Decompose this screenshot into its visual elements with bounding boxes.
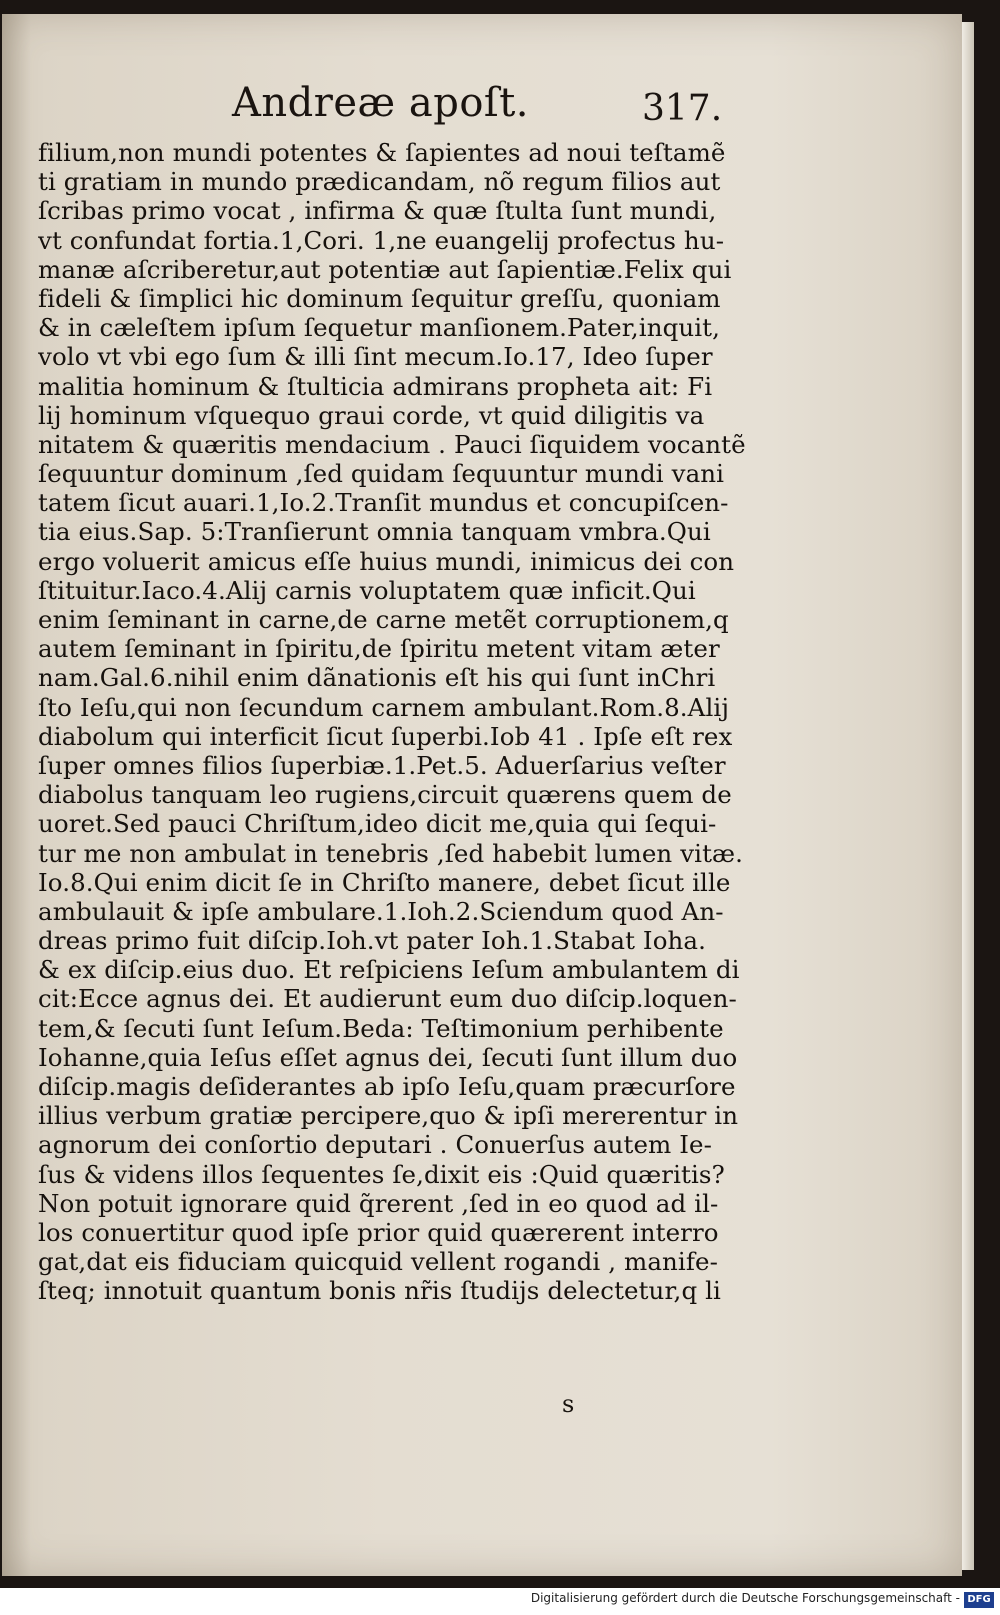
text-line: tem,& ſecuti ſunt Ieſum.Beda: Teſtimonium perhibente [38,1013,724,1043]
page-number: 317. [642,88,723,129]
text-line: nam.Gal.6.nihil enim dãnationis eſt his qui ſunt inChri [38,663,716,693]
text-line: gat,dat eis fiduciam quicquid vellent rogandi , manife- [38,1247,719,1277]
text-line: filium,non mundi potentes & ſapientes ad noui teſtamẽ [38,138,726,167]
text-line: manæ aſcriberetur,aut potentiæ aut ſapientiæ.Felix qui [38,254,732,284]
text-line: ti gratiam in mundo prædicandam, nõ regum filios aut [38,167,721,197]
text-line: ſteq; innotuit quantum bonis nr̃is ſtudijs delectetur,q li [38,1276,721,1306]
text-line: ergo voluerit amicus eſſe huius mundi, inimicus dei con [38,546,735,576]
text-block [38,138,758,1306]
text-line: ſus & videns illos ſequentes ſe,dixit eis :Quid quæritis? [38,1159,725,1189]
text-line: tia eius.Sap. 5:Tranſierunt omnia tanquam vmbra.Qui [38,517,711,547]
text-line: enim ſeminant in carne,de carne metẽt corruptionem,q [38,605,729,634]
text-line: Iohanne,quia Ieſus eſſet agnus dei, ſecuti ſunt illum duo [38,1042,738,1072]
text-line: & ex diſcip.eius duo. Et reſpiciens Ieſum ambulantem di [38,955,740,985]
text-line: diabolum qui interficit ſicut ſuperbi.Iob 41 . Ipſe eſt rex [38,721,733,751]
text-line: dreas primo fuit diſcip.Ioh.vt pater Ioh.1.Stabat Ioha. [38,926,707,956]
text-line: malitia hominum & ſtulticia admirans propheta ait: Fi [38,371,713,401]
text-line: tur me non ambulat in tenebris ,ſed habebit lumen vitæ. [38,838,744,868]
running-title: Andreæ apoſt. [232,80,529,126]
text-line: nitatem & quæritis mendacium . Pauci ſiquidem vocantẽ [38,429,746,459]
text-line: ſcribas primo vocat , infirma & quæ ſtulta ſunt mundi, [38,196,717,226]
signature-mark: s [562,1390,575,1418]
text-line: autem ſeminant in ſpiritu,de ſpiritu metent vitam æter [38,634,720,664]
text-line: illius verbum gratiæ percipere,quo & ipſi mererentur in [38,1101,739,1131]
text-line: Non potuit ignorare quid q̃rerent ,ſed in eo quod ad il- [38,1188,719,1218]
text-line: Io.8.Qui enim dicit ſe in Chriſto manere, debet ſicut ille [38,867,731,897]
text-line: cit:Ecce agnus dei. Et audierunt eum duo diſcip.loquen- [38,984,737,1014]
page-edge [962,22,974,1570]
funding-credit: Digitalisierung gefördert durch die Deutsche Forschungsgemeinschaft - [530,1591,960,1605]
book-leaf [2,14,962,1576]
text-line: los conuertitur quod ipſe prior quid quærerent interro [38,1217,719,1247]
footer-bar [0,1588,1000,1615]
text-line: fideli & ſimplici hic dominum ſequitur greſſu, quoniam [38,283,721,313]
text-line: lij hominum vſquequo graui corde, vt quid diligitis va [38,400,705,430]
text-line: uoret.Sed pauci Chriſtum,ideo dicit me,quia qui ſequi- [38,809,717,839]
text-line: ambulauit & ipſe ambulare.1.Ioh.2.Sciendum quod An- [38,896,724,926]
text-line: volo vt vbi ego ſum & illi ſint mecum.Io.17, Ideo ſuper [38,342,713,372]
text-line: agnorum dei conſortio deputari . Conuerſus autem Ie- [38,1130,713,1160]
dfg-logo-icon: DFG [964,1592,994,1608]
page-header [2,80,962,140]
text-line: ſuper omnes filios ſuperbiæ.1.Pet.5. Aduerſarius veſter [38,750,726,780]
text-line: diabolus tanquam leo rugiens,circuit quærens quem de [38,780,732,810]
text-line: vt confundat fortia.1,Cori. 1,ne euangelij profectus hu- [38,225,725,255]
text-line: ſto Ieſu,qui non ſecundum carnem ambulant.Rom.8.Alij [38,692,730,722]
text-line: ſequuntur dominum ,ſed quidam ſequuntur mundi vani [38,459,725,489]
text-line: ſtituitur.Iaco.4.Alij carnis voluptatem quæ inficit.Qui [38,575,696,605]
text-line: diſcip.magis deſiderantes ab ipſo Ieſu,quam præcurſore [38,1072,736,1101]
text-line: & in cæleſtem ipſum ſequetur manſionem.Pater,inquit, [38,313,721,343]
text-line: tatem ſicut auari.1,Io.2.Tranſit mundus et concupiſcen- [38,488,729,518]
